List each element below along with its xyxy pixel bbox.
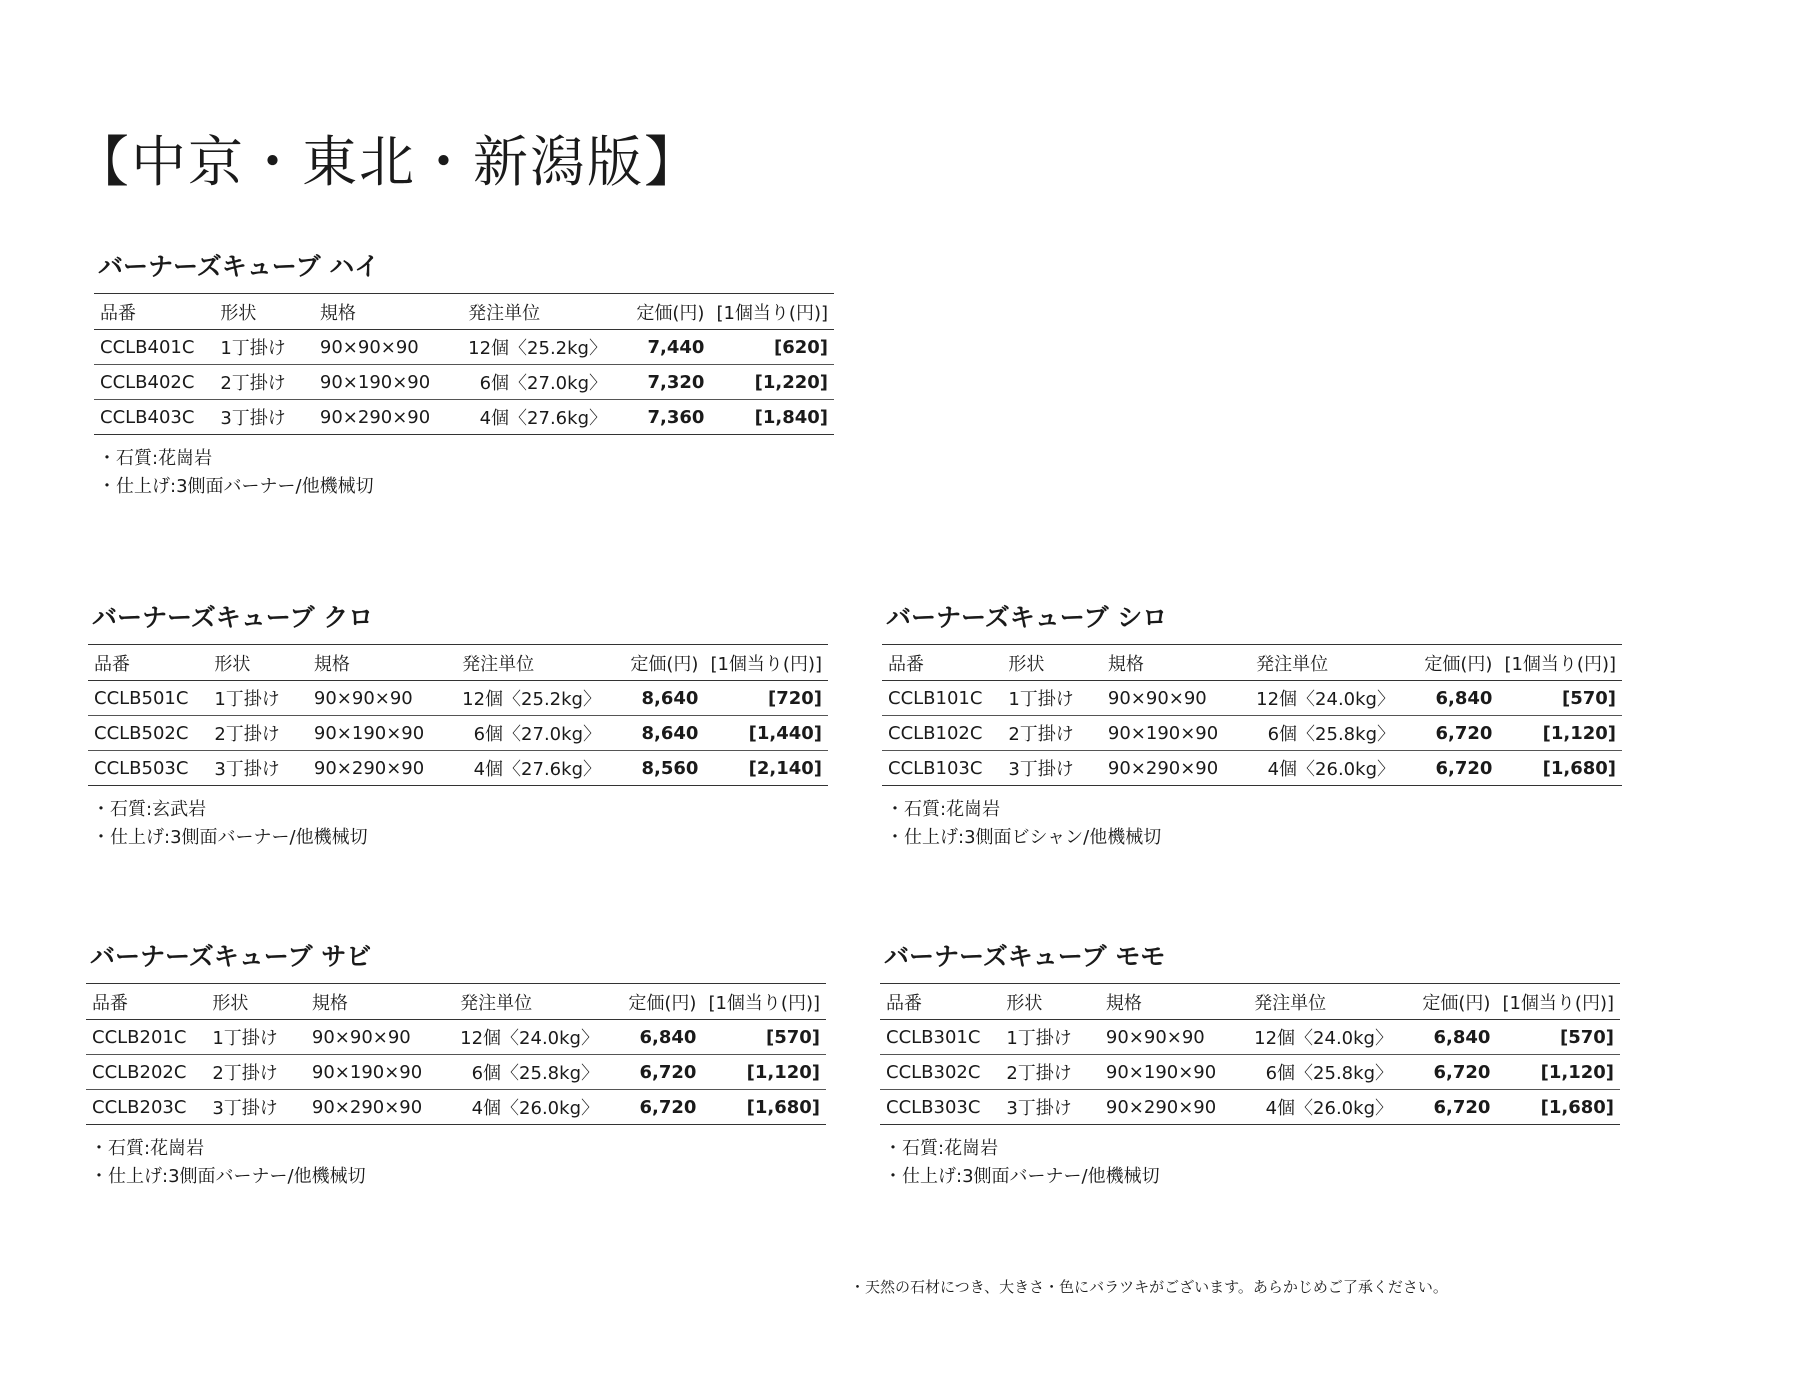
- table-row: [882, 716, 1622, 751]
- order-unit: 4個〈26.0kg〉: [1250, 751, 1401, 786]
- note-stone: ・石質:花崗岩: [884, 1138, 999, 1159]
- product-size: 90×290×90: [308, 751, 456, 786]
- table-row: [86, 1090, 826, 1125]
- table-header-row: [880, 984, 1620, 1020]
- unit-price: [620]: [710, 330, 834, 365]
- order-unit: 12個〈24.0kg〉: [454, 1020, 605, 1055]
- product-size: 90×190×90: [306, 1055, 454, 1090]
- note-stone: ・石質:玄武岩: [92, 799, 207, 820]
- unit-price: [1,680]: [1496, 1090, 1620, 1125]
- product-size: 90×90×90: [314, 330, 462, 365]
- column-header: 品番: [882, 645, 1002, 681]
- product-code: CCLB202C: [86, 1055, 206, 1090]
- column-header: 発注単位: [1248, 984, 1399, 1020]
- unit-price: [1,120]: [1498, 716, 1622, 751]
- column-header: 発注単位: [1250, 645, 1401, 681]
- product-shape: 1丁掛け: [1002, 681, 1102, 716]
- table-row: [94, 365, 834, 400]
- note-finish: ・仕上げ:3側面バーナー/他機械切: [884, 1166, 1160, 1187]
- product-size: 90×90×90: [308, 681, 456, 716]
- product-table: [86, 983, 826, 1125]
- product-size: 90×190×90: [308, 716, 456, 751]
- product-title: バーナーズキューブ モモ: [884, 942, 1166, 971]
- note-stone: ・石質:花崗岩: [98, 448, 213, 469]
- table-row: [88, 716, 828, 751]
- column-header: 形状: [206, 984, 306, 1020]
- product-code: CCLB302C: [880, 1055, 1000, 1090]
- list-price: 6,840: [605, 1020, 702, 1055]
- product-title: バーナーズキューブ サビ: [90, 942, 372, 971]
- product-section-hai: [94, 249, 834, 501]
- product-title: バーナーズキューブ クロ: [92, 603, 374, 632]
- product-shape: 3丁掛け: [208, 751, 308, 786]
- product-size: 90×290×90: [1100, 1090, 1248, 1125]
- product-notes: [90, 1135, 826, 1191]
- column-header: 形状: [208, 645, 308, 681]
- order-unit: 6個〈27.0kg〉: [462, 365, 613, 400]
- column-header: 形状: [214, 294, 314, 330]
- column-header: [1個当り(円)]: [702, 984, 826, 1020]
- product-shape: 1丁掛け: [214, 330, 314, 365]
- product-notes: [886, 796, 1622, 852]
- column-header: 定価(円): [605, 984, 702, 1020]
- column-header: 発注単位: [454, 984, 605, 1020]
- product-code: CCLB301C: [880, 1020, 1000, 1055]
- order-unit: 12個〈24.0kg〉: [1248, 1020, 1399, 1055]
- order-unit: 6個〈25.8kg〉: [454, 1055, 605, 1090]
- column-header: 定価(円): [607, 645, 704, 681]
- product-notes: [884, 1135, 1620, 1191]
- list-price: 6,720: [1399, 1090, 1496, 1125]
- column-header: 規格: [314, 294, 462, 330]
- product-code: CCLB303C: [880, 1090, 1000, 1125]
- product-size: 90×290×90: [306, 1090, 454, 1125]
- product-code: CCLB102C: [882, 716, 1002, 751]
- note-stone: ・石質:花崗岩: [90, 1138, 205, 1159]
- column-header: [1個当り(円)]: [1496, 984, 1620, 1020]
- product-table: [88, 644, 828, 786]
- list-price: 7,360: [613, 400, 710, 435]
- unit-price: [2,140]: [704, 751, 828, 786]
- product-table: [882, 644, 1622, 786]
- product-size: 90×290×90: [314, 400, 462, 435]
- list-price: 8,560: [607, 751, 704, 786]
- list-price: 6,720: [1399, 1055, 1496, 1090]
- table-header-row: [94, 294, 834, 330]
- unit-price: [1,120]: [702, 1055, 826, 1090]
- column-header: [1個当り(円)]: [704, 645, 828, 681]
- unit-price: [720]: [704, 681, 828, 716]
- column-header: 定価(円): [1401, 645, 1498, 681]
- column-header: 規格: [306, 984, 454, 1020]
- order-unit: 12個〈25.2kg〉: [456, 681, 607, 716]
- product-shape: 1丁掛け: [206, 1020, 306, 1055]
- product-section-shiro: [882, 600, 1622, 852]
- product-section-sabi: [86, 939, 826, 1191]
- product-shape: 2丁掛け: [214, 365, 314, 400]
- product-title: バーナーズキューブ シロ: [886, 603, 1168, 632]
- list-price: 6,840: [1401, 681, 1498, 716]
- order-unit: 6個〈27.0kg〉: [456, 716, 607, 751]
- table-row: [88, 681, 828, 716]
- column-header: 規格: [1100, 984, 1248, 1020]
- product-section-momo: [880, 939, 1620, 1191]
- product-code: CCLB101C: [882, 681, 1002, 716]
- note-finish: ・仕上げ:3側面バーナー/他機械切: [92, 827, 368, 848]
- note-stone: ・石質:花崗岩: [886, 799, 1001, 820]
- list-price: 6,720: [1401, 751, 1498, 786]
- product-title: バーナーズキューブ ハイ: [98, 252, 380, 281]
- product-notes: [92, 796, 828, 852]
- note-finish: ・仕上げ:3側面バーナー/他機械切: [90, 1166, 366, 1187]
- table-row: [882, 681, 1622, 716]
- product-shape: 3丁掛け: [1002, 751, 1102, 786]
- product-shape: 3丁掛け: [214, 400, 314, 435]
- list-price: 6,840: [1399, 1020, 1496, 1055]
- unit-price: [1,220]: [710, 365, 834, 400]
- product-size: 90×90×90: [306, 1020, 454, 1055]
- product-shape: 3丁掛け: [206, 1090, 306, 1125]
- table-row: [94, 330, 834, 365]
- footnote: ・天然の石材につき、大きさ・色にバラツキがございます。あらかじめご了承ください。: [850, 1278, 1448, 1296]
- product-notes: [98, 445, 834, 501]
- unit-price: [1,680]: [702, 1090, 826, 1125]
- order-unit: 4個〈26.0kg〉: [454, 1090, 605, 1125]
- unit-price: [1,120]: [1496, 1055, 1620, 1090]
- list-price: 8,640: [607, 716, 704, 751]
- product-section-kuro: [88, 600, 828, 852]
- column-header: 規格: [1102, 645, 1250, 681]
- order-unit: 4個〈27.6kg〉: [462, 400, 613, 435]
- column-header: 定価(円): [1399, 984, 1496, 1020]
- column-header: 規格: [308, 645, 456, 681]
- product-code: CCLB501C: [88, 681, 208, 716]
- column-header: [1個当り(円)]: [710, 294, 834, 330]
- product-code: CCLB503C: [88, 751, 208, 786]
- order-unit: 12個〈24.0kg〉: [1250, 681, 1401, 716]
- product-shape: 2丁掛け: [1002, 716, 1102, 751]
- unit-price: [570]: [702, 1020, 826, 1055]
- product-shape: 2丁掛け: [206, 1055, 306, 1090]
- list-price: 6,720: [1401, 716, 1498, 751]
- column-header: 品番: [94, 294, 214, 330]
- product-shape: 2丁掛け: [1000, 1055, 1100, 1090]
- table-header-row: [882, 645, 1622, 681]
- column-header: 形状: [1002, 645, 1102, 681]
- product-code: CCLB201C: [86, 1020, 206, 1055]
- table-row: [880, 1055, 1620, 1090]
- column-header: 発注単位: [462, 294, 613, 330]
- unit-price: [570]: [1496, 1020, 1620, 1055]
- product-size: 90×190×90: [314, 365, 462, 400]
- product-code: CCLB401C: [94, 330, 214, 365]
- page-title: 【中京・東北・新潟版】: [74, 130, 702, 194]
- product-size: 90×90×90: [1102, 681, 1250, 716]
- note-finish: ・仕上げ:3側面ビシャン/他機械切: [886, 827, 1162, 848]
- product-code: CCLB402C: [94, 365, 214, 400]
- product-code: CCLB502C: [88, 716, 208, 751]
- product-table: [880, 983, 1620, 1125]
- product-size: 90×290×90: [1102, 751, 1250, 786]
- product-shape: 1丁掛け: [208, 681, 308, 716]
- list-price: 7,320: [613, 365, 710, 400]
- table-row: [880, 1020, 1620, 1055]
- product-size: 90×190×90: [1102, 716, 1250, 751]
- list-price: 7,440: [613, 330, 710, 365]
- product-code: CCLB403C: [94, 400, 214, 435]
- order-unit: 6個〈25.8kg〉: [1250, 716, 1401, 751]
- product-shape: 3丁掛け: [1000, 1090, 1100, 1125]
- column-header: 品番: [86, 984, 206, 1020]
- column-header: [1個当り(円)]: [1498, 645, 1622, 681]
- unit-price: [570]: [1498, 681, 1622, 716]
- unit-price: [1,440]: [704, 716, 828, 751]
- product-shape: 1丁掛け: [1000, 1020, 1100, 1055]
- product-table: [94, 293, 834, 435]
- unit-price: [1,840]: [710, 400, 834, 435]
- product-code: CCLB203C: [86, 1090, 206, 1125]
- column-header: 品番: [880, 984, 1000, 1020]
- order-unit: 4個〈27.6kg〉: [456, 751, 607, 786]
- column-header: 定価(円): [613, 294, 710, 330]
- column-header: 形状: [1000, 984, 1100, 1020]
- product-size: 90×190×90: [1100, 1055, 1248, 1090]
- table-row: [880, 1090, 1620, 1125]
- table-row: [86, 1020, 826, 1055]
- table-row: [88, 751, 828, 786]
- order-unit: 12個〈25.2kg〉: [462, 330, 613, 365]
- list-price: 6,720: [605, 1090, 702, 1125]
- order-unit: 6個〈25.8kg〉: [1248, 1055, 1399, 1090]
- table-header-row: [88, 645, 828, 681]
- product-code: CCLB103C: [882, 751, 1002, 786]
- table-row: [86, 1055, 826, 1090]
- table-row: [94, 400, 834, 435]
- product-size: 90×90×90: [1100, 1020, 1248, 1055]
- product-shape: 2丁掛け: [208, 716, 308, 751]
- table-row: [882, 751, 1622, 786]
- note-finish: ・仕上げ:3側面バーナー/他機械切: [98, 476, 374, 497]
- list-price: 6,720: [605, 1055, 702, 1090]
- table-header-row: [86, 984, 826, 1020]
- list-price: 8,640: [607, 681, 704, 716]
- order-unit: 4個〈26.0kg〉: [1248, 1090, 1399, 1125]
- column-header: 発注単位: [456, 645, 607, 681]
- unit-price: [1,680]: [1498, 751, 1622, 786]
- column-header: 品番: [88, 645, 208, 681]
